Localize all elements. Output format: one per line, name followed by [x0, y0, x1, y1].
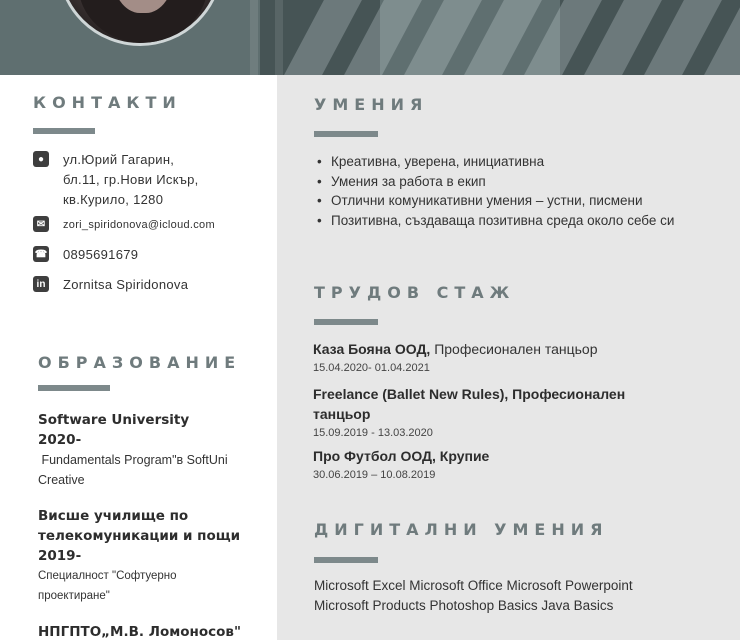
edu-years: 2020-	[38, 432, 82, 448]
email-text[interactable]: zori_spiridonova@icloud.com	[63, 219, 215, 231]
list-item: • Отлични комуникативни умения – устни, писмени	[315, 191, 695, 211]
job-dates: 15.04.2020- 01.04.2021	[313, 362, 430, 374]
skills-list	[315, 152, 695, 230]
edu-name: НПГПТО„М.В. Ломоносов"	[38, 624, 241, 640]
edu-detail: Специалност "Софтуерно	[38, 570, 177, 582]
experience-title-bar	[314, 319, 378, 325]
linkedin-icon: in	[33, 276, 49, 292]
job-dates: 15.09.2019 - 13.03.2020	[313, 427, 433, 439]
education-item-vutp	[38, 506, 268, 606]
address-line-2: бл.11, гр.Нови Искър,	[63, 172, 199, 187]
skills-title: УМЕНИЯ	[314, 95, 429, 114]
contact-phone[interactable]	[33, 245, 138, 265]
education-title-bar	[38, 385, 110, 391]
edu-detail: Creative	[38, 473, 85, 487]
job-item-pro-football	[313, 446, 673, 484]
job-company: танцьор	[313, 406, 371, 422]
education-item-lomonosov	[38, 622, 268, 640]
job-item-kaza-boyana	[313, 339, 673, 377]
digital-skills-text	[314, 576, 714, 616]
contact-linkedin[interactable]	[33, 275, 188, 295]
edu-detail: Fundamentals Program"в SoftUni	[38, 453, 228, 467]
job-company: Про Футбол ООД, Крупие	[313, 448, 490, 464]
list-item: • Креативна, уверена, инициативна	[315, 152, 695, 172]
phone-text[interactable]: 0895691679	[63, 247, 139, 262]
job-dates: 30.06.2019 – 10.08.2019	[313, 469, 436, 481]
address-line-1: ул.Юрий Гагарин,	[63, 152, 175, 167]
digital-title-bar	[314, 557, 378, 563]
linkedin-text[interactable]: Zornitsa Spiridonova	[63, 277, 189, 292]
job-item-freelance	[313, 384, 673, 442]
digital-title: ДИГИТАЛНИ УМЕНИЯ	[314, 520, 609, 539]
education-title: ОБРАЗОВАНИЕ	[38, 353, 242, 372]
job-role: Професионален танцьор	[430, 341, 598, 357]
experience-title: ТРУДОВ СТАЖ	[314, 283, 516, 302]
location-icon: ●	[33, 151, 49, 167]
edu-detail: проектиране"	[38, 590, 110, 602]
list-item: • Позитивна, създаваща позитивна среда около себе си	[315, 211, 695, 231]
edu-years: 2019-	[38, 548, 82, 564]
contact-email[interactable]	[33, 215, 215, 235]
edu-name: телекомуникации и пощи	[38, 528, 241, 544]
skills-title-bar	[314, 131, 378, 137]
contacts-title-bar	[33, 128, 95, 134]
job-company: Каза Бояна ООД,	[313, 341, 431, 357]
list-item: • Умения за работа в екип	[315, 172, 695, 192]
edu-name: Software University	[38, 412, 190, 428]
contacts-title: КОНТАКТИ	[33, 93, 182, 112]
digital-line-2: Microsoft Products Photoshop Basics Java Basics	[314, 598, 614, 613]
contact-address	[33, 150, 199, 210]
envelope-icon: ✉	[33, 216, 49, 232]
digital-line-1: Microsoft Excel Microsoft Office Microsoft Powerpoint	[314, 578, 633, 593]
address-line-3: кв.Курило, 1280	[63, 192, 164, 207]
edu-name: Висше училище по	[38, 508, 189, 524]
phone-icon: ☎	[33, 246, 49, 262]
job-company: Freelance (Ballet New Rules), Професионален	[313, 386, 626, 402]
education-item-softuni	[38, 410, 268, 490]
